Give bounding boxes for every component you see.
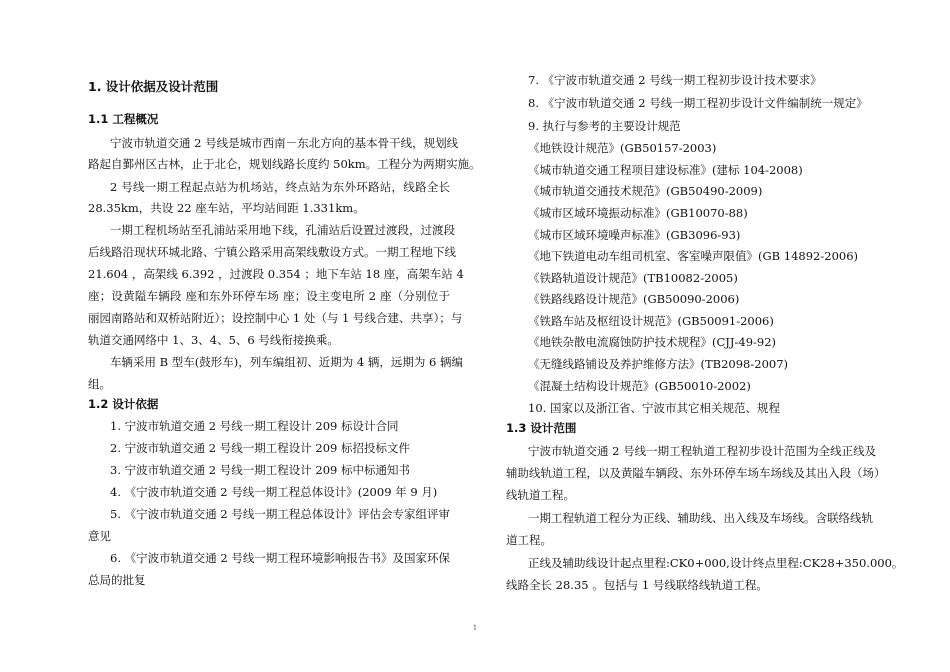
list-item: 8. 《宁波市轨道交通 2 号线一期工程初步设计文件编制统一规定》 — [528, 96, 868, 110]
list-item-continuation: 意见 — [88, 529, 111, 543]
list-item: 3. 宁波市轨道交通 2 号线一期工程设计 209 标中标通知书 — [110, 463, 411, 477]
list-item: 9. 执行与参考的主要设计规范 — [528, 119, 681, 133]
paragraph-line: 后线路沿现状环城北路、宁镇公路采用高架线敷设方式。一期工程地下线 — [88, 245, 456, 259]
paragraph-line: 座；设黄隘车辆段 座和东外环停车场 座；设主变电所 2 座（分别位于 — [88, 289, 450, 303]
paragraph-line: 2 号线一期工程起点站为机场站，终点站为东外环路站，线路全长 — [110, 180, 450, 194]
spec-item: 《铁路轨道设计规范》(TB10082-2005) — [528, 271, 738, 285]
paragraph-line: 宁波市轨道交通 2 号线是城市西南－东北方向的基本骨干线，规划线 — [110, 136, 459, 150]
spec-item: 《地下铁道电动车组司机室、客室噪声限值》(GB 14892-2006) — [528, 249, 858, 263]
list-item: 2. 宁波市轨道交通 2 号线一期工程设计 209 标招投标文件 — [110, 441, 411, 455]
section-heading-1-1: 1.1 工程概况 — [88, 112, 159, 126]
spec-item: 《混凝土结构设计规范》(GB50010-2002) — [528, 379, 751, 393]
spec-item: 《地铁杂散电流腐蚀防护技术规程》(CJJ-49-92) — [528, 335, 777, 349]
paragraph-line: 道工程。 — [506, 533, 552, 547]
list-item: 1. 宁波市轨道交通 2 号线一期工程设计 209 标设计合同 — [110, 419, 399, 433]
spec-item: 《铁路车站及枢纽设计规范》(GB50091-2006) — [528, 314, 774, 328]
list-item: 10. 国家以及浙江省、宁波市其它相关规范、规程 — [528, 401, 780, 415]
paragraph-line: 轨道交通网络中 1、3、4、5、6 号线衔接换乘。 — [88, 333, 339, 347]
paragraph-line: 一期工程机场站至孔浦站采用地下线，孔浦站后设置过渡段，过渡段 — [110, 223, 455, 237]
paragraph-line: 丽园南路站和双桥站附近）；设控制中心 1 处（与 1 号线合建、共享）；与 — [88, 311, 463, 325]
spec-item: 《城市轨道交通工程项目建设标准》(建标 104-2008) — [528, 163, 803, 177]
paragraph-line: 车辆采用 B 型车(鼓形车)，列车编组初、近期为 4 辆，远期为 6 辆编 — [110, 355, 463, 369]
paragraph-line: 线轨道工程。 — [506, 488, 575, 502]
list-item: 6. 《宁波市轨道交通 2 号线一期工程环境影响报告书》及国家环保 — [110, 551, 450, 565]
paragraph-line: 一期工程轨道工程分为正线、辅助线、出入线及车场线。含联络线轨 — [528, 511, 873, 525]
paragraph-line: 21.604 ，高架线 6.392 ，过渡段 0.354 ；地下车站 18 座，高架车站 4 — [88, 267, 464, 281]
list-item: 5. 《宁波市轨道交通 2 号线一期工程总体设计》评估会专家组评审 — [110, 507, 450, 521]
page-number: 1 — [472, 624, 478, 632]
section-heading-1-2: 1.2 设计依据 — [88, 397, 159, 411]
list-item: 7. 《宁波市轨道交通 2 号线一期工程初步设计技术要求》 — [528, 73, 822, 87]
paragraph-line: 线路全长 28.35 。包括与 1 号线联络线轨道工程。 — [506, 578, 768, 592]
spec-item: 《城市区域环境噪声标准》(GB3096-93) — [528, 228, 741, 242]
list-item-continuation: 总局的批复 — [88, 573, 146, 587]
spec-item: 《地铁设计规范》(GB50157-2003) — [528, 141, 717, 155]
paragraph-line: 28.35km，共设 22 座车站，平均站间距 1.331km。 — [88, 201, 365, 215]
section-heading-1-3: 1.3 设计范围 — [506, 421, 577, 435]
paragraph-line: 正线及辅助线设计起点里程:CK0+000,设计终点里程:CK28+350.000。 — [528, 556, 904, 570]
spec-item: 《无缝线路铺设及养护维修方法》(TB2098-2007) — [528, 357, 789, 371]
spec-item: 《城市轨道交通技术规范》(GB50490-2009) — [528, 184, 763, 198]
spec-item: 《城市区域环境振动标准》(GB10070-88) — [528, 206, 748, 220]
paragraph-line: 辅助线轨道工程，以及黄隘车辆段、东外环停车场车场线及其出入段（场） — [506, 466, 886, 480]
paragraph-line: 宁波市轨道交通 2 号线一期工程轨道工程初步设计范围为全线正线及 — [528, 444, 877, 458]
paragraph-line: 组。 — [88, 377, 111, 391]
list-item: 4. 《宁波市轨道交通 2 号线一期工程总体设计》(2009 年 9 月) — [110, 485, 438, 499]
spec-item: 《铁路线路设计规范》(GB50090-2006) — [528, 292, 740, 306]
section-heading-1: 1. 设计依据及设计范围 — [88, 79, 219, 94]
paragraph-line: 路起自鄞州区古林，止于北仑，规划线路长度约 50km。工程分为两期实施。 — [88, 157, 481, 171]
